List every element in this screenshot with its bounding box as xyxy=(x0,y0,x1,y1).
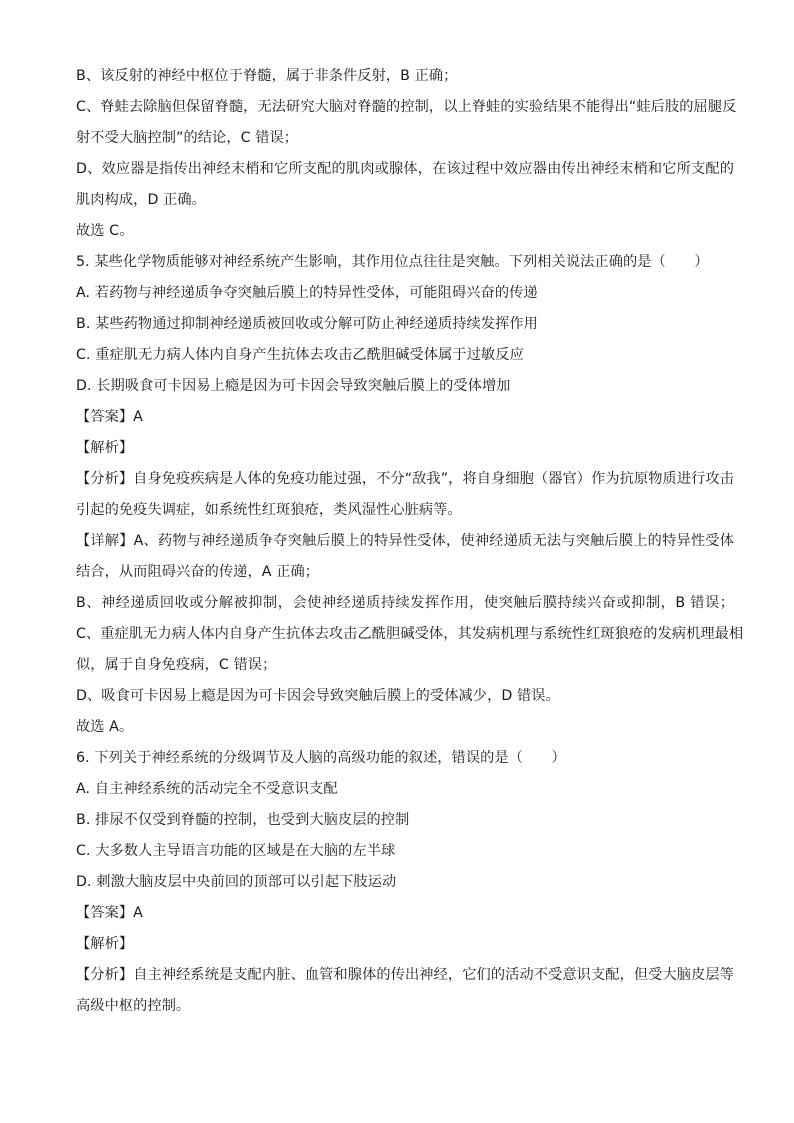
text-line: 高级中枢的控制。 xyxy=(76,998,191,1014)
question-5-stem: 5. 某些化学物质能够对神经系统产生影响，其作用位点往往是突触。下列相关说法正确的是（ ） xyxy=(76,254,709,270)
text-line: 故选 C。 xyxy=(76,223,134,239)
text-line: 【详解】A、药物与神经递质争夺突触后膜上的特异性受体，使神经递质无法与突触后膜上的特异性受体 xyxy=(76,533,734,549)
text-line: 似，属于自身免疫病，C 错误； xyxy=(76,657,277,673)
question-5-option-d: D. 长期吸食可卡因易上瘾是因为可卡因会导致突触后膜上的受体增加 xyxy=(76,378,511,394)
question-6-stem: 6. 下列关于神经系统的分级调节及人脑的高级功能的叙述，错误的是（ ） xyxy=(76,750,566,766)
question-6-option-d: D. 刺激大脑皮层中央前回的顶部可以引起下肢运动 xyxy=(76,874,397,890)
text-line: 结合，从而阻碍兴奋的传递，A 正确； xyxy=(76,564,320,580)
analysis-label: 【解析】 xyxy=(76,936,134,952)
question-5-option-b: B. 某些药物通过抑制神经递质被回收或分解可防止神经递质持续发挥作用 xyxy=(76,316,538,332)
question-6-option-c: C. 大多数人主导语言功能的区域是在大脑的左半球 xyxy=(76,843,396,859)
text-line: B、神经递质回收或分解被抑制，会使神经递质持续发挥作用，使突触后膜持续兴奋或抑制，B 错误； xyxy=(76,595,734,611)
answer-label: 【答案】A xyxy=(76,905,143,921)
question-5-option-c: C. 重症肌无力病人体内自身产生抗体去攻击乙酰胆碱受体属于过敏反应 xyxy=(76,347,524,363)
question-6-option-b: B. 排尿不仅受到脊髓的控制，也受到大脑皮层的控制 xyxy=(76,812,410,828)
question-6-option-a: A. 自主神经系统的活动完全不受意识支配 xyxy=(76,781,338,797)
question-5-option-a: A. 若药物与神经递质争夺突触后膜上的特异性受体，可能阻碍兴奋的传递 xyxy=(76,285,538,301)
text-line: C、重症肌无力病人体内自身产生抗体去攻击乙酰胆碱受体，其发病机理与系统性红斑狼疮的发病机理最相 xyxy=(76,626,744,642)
text-line: 【分析】自身免疫疾病是人体的免疫功能过强，不分“敌我”，将自身细胞（器官）作为抗原物质进行攻击 xyxy=(76,471,734,487)
answer-label: 【答案】A xyxy=(76,409,143,425)
analysis-label: 【解析】 xyxy=(76,440,134,456)
text-line: 故选 A。 xyxy=(76,719,134,735)
text-line: B、该反射的神经中枢位于脊髓，属于非条件反射，B 正确； xyxy=(76,68,458,84)
text-line: 射不受大脑控制”的结论，C 错误； xyxy=(76,130,299,146)
text-line: 引起的免疫失调症，如系统性红斑狼疮，类风湿性心脏病等。 xyxy=(76,502,462,518)
text-line: D、效应器是指传出神经末梢和它所支配的肌肉或腺体，在该过程中效应器由传出神经末梢和它所支配的 xyxy=(76,161,734,177)
text-line: 【分析】自主神经系统是支配内脏、血管和腺体的传出神经，它们的活动不受意识支配，但受大脑皮层等 xyxy=(76,967,734,983)
text-line: 肌肉构成，D 正确。 xyxy=(76,192,206,208)
text-line: C、脊蛙去除脑但保留脊髓，无法研究大脑对脊髓的控制，以上脊蛙的实验结果不能得出“蛙后肢的屈腿反 xyxy=(76,99,737,115)
text-line: D、吸食可卡因易上瘾是因为可卡因会导致突触后膜上的受体减少，D 错误。 xyxy=(76,688,560,704)
